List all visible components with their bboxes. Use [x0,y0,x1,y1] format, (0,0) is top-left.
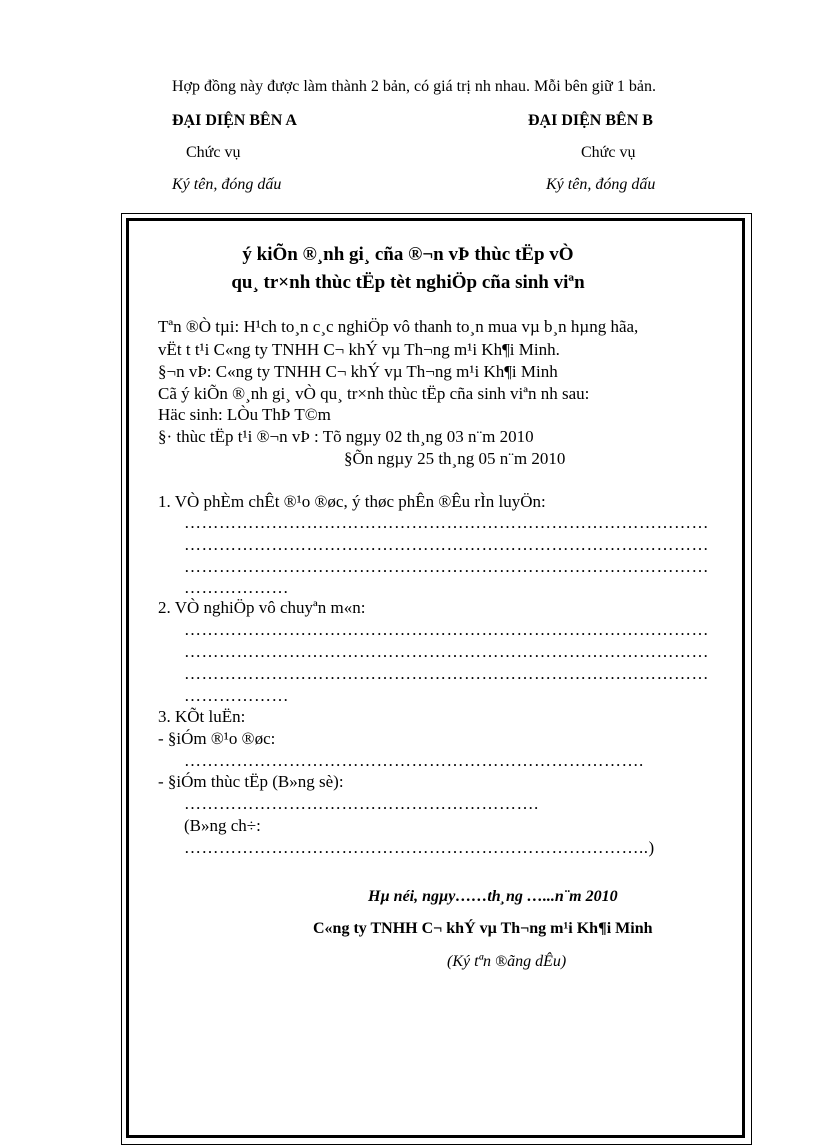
score-in-words-label: (B»ng ch÷: [184,816,261,835]
section-2-dotted-line: ……………………………………………………………………………… [184,642,709,661]
section-2-dotted-line-short: ……………… [184,686,289,705]
place-date-line: Hµ néi, ngµy……th¸ng …...n¨m 2010 [368,888,618,905]
form-title-line-1: ý kiÕn ®¸nh gi¸ cña ®¬n vÞ thùc tËp vÒ [242,244,574,265]
section-1-dotted-line: ……………………………………………………………………………… [184,535,709,554]
section-1-dotted-line: ……………………………………………………………………………… [184,557,709,576]
intro-text: Hợp đồng này được làm thành 2 bản, có giá trị nh nhau. Mỗi bên giữ 1 bản. [172,78,656,95]
form-title-line-2: qu¸ tr×nh thùc tËp tèt nghiÖp cña sinh viªn [231,272,585,293]
section-2-dotted-line: ……………………………………………………………………………… [184,664,709,683]
topic-line-1: Tªn ®Ò tµi: H¹ch to¸n c¸c nghiÖp vô thanh to¸n mua vµ b¸n hµng hãa, [158,317,639,336]
section-1-dotted-line: ……………………………………………………………………………… [184,513,709,532]
topic-line-2: vËt t t¹i C«ng ty TNHH C¬ khÝ vµ Th¬ng m¹i Kh¶i Minh. [158,340,560,359]
position-a-label: Chức vụ [186,144,241,161]
representative-b-label: ĐẠI DIỆN BÊN B [528,112,653,129]
signature-a-label: Ký tên, đóng dấu [172,176,282,193]
internship-end-line: §Õn ngµy 25 th¸ng 05 n¨m 2010 [344,449,566,468]
internship-start-line: §· thùc tËp t¹i ®¬n vÞ : Tõ ngµy 02 th¸ng 03 n¨m 2010 [158,427,534,446]
position-b-label: Chức vụ [581,144,636,161]
opinion-intro-line: Cã ý kiÕn ®¸nh gi¸ vÒ qu¸ tr×nh thùc tËp cña sinh viªn nh sau: [158,384,590,403]
section-2-dotted-line: ……………………………………………………………………………… [184,620,709,639]
section-2-heading: 2. VÒ nghiÖp vô chuyªn m«n: [158,598,366,617]
section-1-dotted-line-short: ……………… [184,578,289,597]
signature-stamp-note: (Ký tªn ®ãng dÊu) [447,953,567,970]
conduct-score-dotted-line: ……………………………………………………………………. [184,751,644,770]
representative-a-label: ĐẠI DIỆN BÊN A [172,112,297,129]
score-in-words-dotted-line: ……………………………………………………………………..) [184,838,655,857]
section-3-heading: 3. KÕt luËn: [158,707,246,726]
student-name-line: Häc sinh: LÒu ThÞ T©m [158,405,331,424]
company-name: C«ng ty TNHH C¬ khÝ vµ Th¬ng m¹i Kh¶i Minh [313,920,653,937]
conduct-score-label: - §iÓm ®¹o ®øc: [158,729,276,748]
section-1-heading: 1. VÒ phÈm chÊt ®¹o ®øc, ý thøc phÊn ®Êu rÌn luyÖn: [158,492,546,511]
signature-b-label: Ký tên, đóng dấu [546,176,656,193]
internship-score-dotted-line: ……………………………………………………. [184,794,539,813]
internship-score-label: - §iÓm thùc tËp (B»ng sè): [158,772,344,791]
unit-line: §¬n vÞ: C«ng ty TNHH C¬ khÝ vµ Th¬ng m¹i Kh¶i Minh [158,362,558,381]
